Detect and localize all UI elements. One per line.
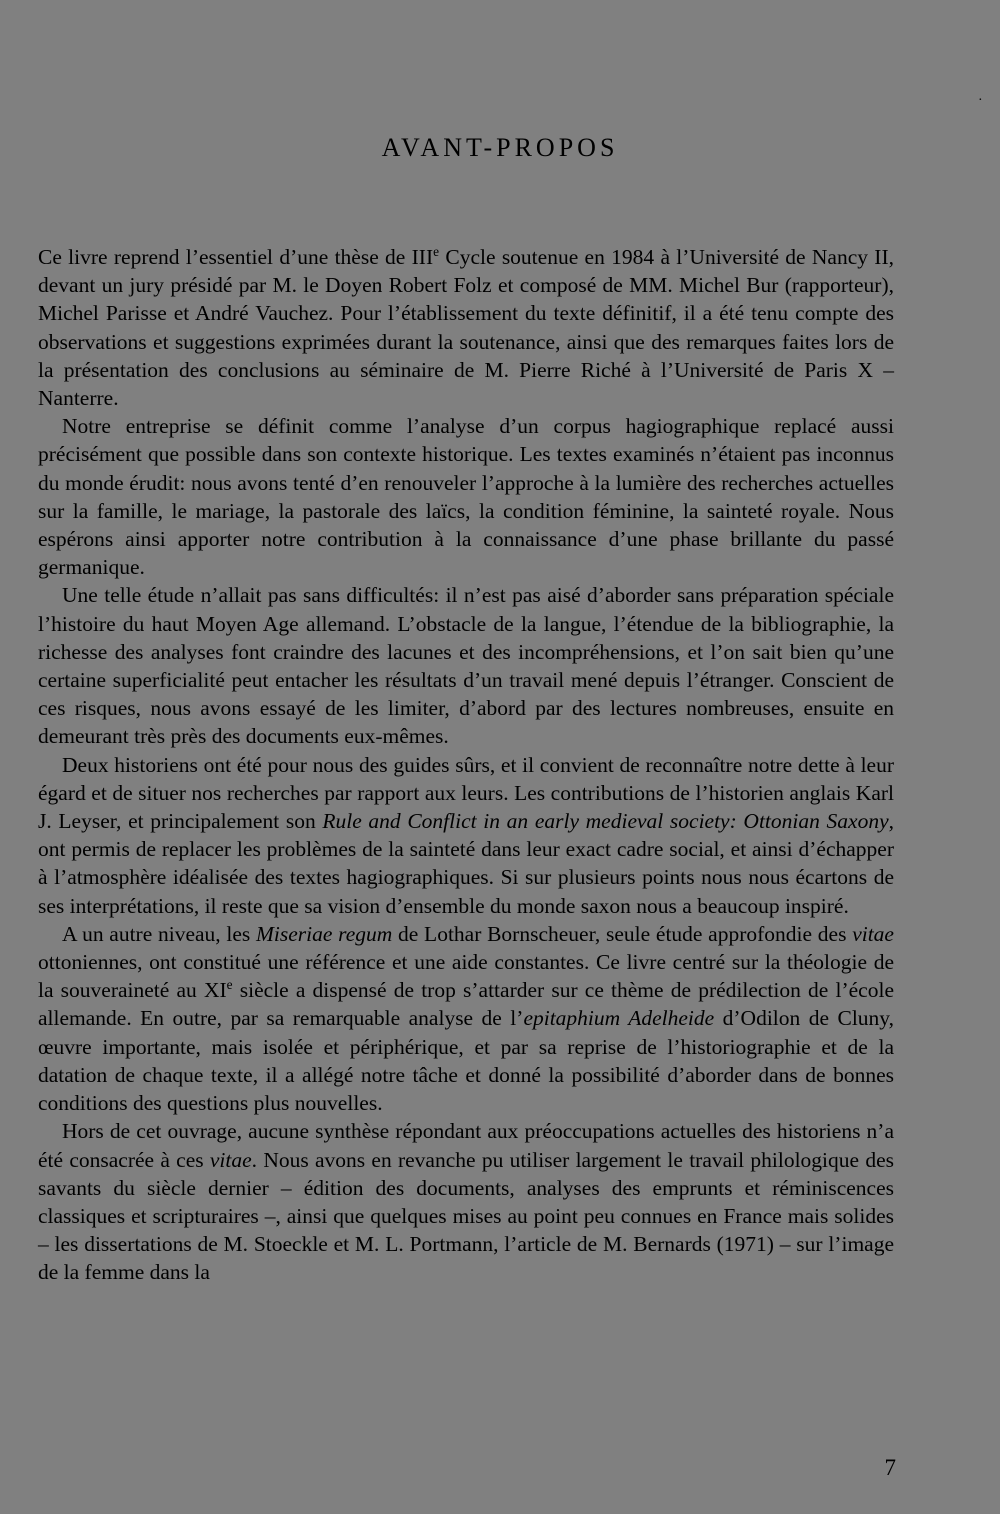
paragraph <box>38 751 894 920</box>
text-run: . Nous avons en revanche pu utiliser largement le travail philologique des savants du siècle dernier – édition des documents, analyses des emprunts et réminiscences classiques et scripturaires –, ainsi que quelques mises au point peu connues en France mais solides – les dissertations de M. Stoeckle et M. L. Portmann, l’article de M. Bernards (1971) – sur l’image de la femme dans la <box>38 1147 894 1285</box>
text-run: , ont permis de replacer les problèmes de la sainteté dans leur exact cadre social, et ainsi d’échapper à l’atmosphère idéalisée des textes hagiographiques. Si sur plusieurs points nous nous écartons de ses interprétations, il reste que sa vision d’ensemble du monde saxon nous a beaucoup inspiré. <box>38 809 894 918</box>
paragraph <box>38 412 894 581</box>
text-run: d’Odilon de Cluny, œuvre importante, mais isolée et périphérique, et par sa reprise de l’historiographie et de la datation de chaque texte, il a allégé notre tâche et donné la possibilité d’aborder dans de bonnes conditions des questions plus nouvelles. <box>38 1006 895 1116</box>
text-run: Une telle étude n’allait pas sans difficultés: il n’est pas aisé d’aborder sans préparation spéciale l’histoire du haut Moyen Age allemand. L’obstacle de la langue, l’étendue de la bibliographie, la richesse des analyses font craindre des lacunes et des incompréhensions, et l’on sait bien qu’une certaine superficialité peut entacher les résultats d’un travail mené depuis l’étranger. Conscient de ces risques, nous avons essayé de les limiter, d’abord par des lectures nombreuses, ensuite en demeurant très près des documents eux-mêmes. <box>38 583 894 749</box>
paragraph <box>38 243 894 412</box>
superscript: e <box>226 977 233 993</box>
page-title: AVANT-PROPOS <box>381 133 619 162</box>
body-text <box>38 243 894 1287</box>
text-run: siècle a dispensé de trop s’attarder sur ce thème de prédilection de l’école allemande. En outre, par sa remarquable analyse de l’ <box>38 978 894 1031</box>
page-number: 7 <box>884 1455 896 1480</box>
text-run: ottoniennes, ont constitué une référence et une aide constantes. Ce livre centré sur la théologie de la souveraineté au XI <box>38 950 894 1003</box>
paragraph <box>38 920 894 1117</box>
italic-text: epitaphium Adelheide <box>523 1006 715 1031</box>
italic-text: Miseriae regum <box>256 921 393 946</box>
italic-text: Rule and Conflict in an early medieval society: Ottonian Saxony <box>322 809 889 834</box>
italic-text: vitae <box>852 921 894 946</box>
superscript: e <box>433 244 440 260</box>
paragraph <box>38 1117 894 1286</box>
text-run: A un autre niveau, les <box>62 921 257 946</box>
italic-text: vitae <box>209 1147 252 1172</box>
paragraph <box>38 581 894 750</box>
text-run: Notre entreprise se définit comme l’analyse d’un corpus hagiographique replacé aussi précisément que possible dans son contexte historique. Les textes examinés n’étaient pas inconnus du monde érudit: nous avons tenté d’en renouveler l’approche à la lumière des recherches actuelles sur la famille, le mariage, la pastorale des laïcs, la condition féminine, la sainteté royale. Nous espérons ainsi apporter notre contribution à la connaissance d’une phase brillante du passé germanique. <box>38 414 894 580</box>
text-run: Ce livre reprend l’essentiel d’une thèse de III <box>38 245 434 269</box>
text-run: de Lothar Bornscheuer, seule étude approfondie des <box>392 921 853 946</box>
text-run: Deux historiens ont été pour nous des guides sûrs, et il convient de reconnaître notre dette à leur égard et de situer nos recherches par rapport aux leurs. Les contributions de l’historien anglais Karl J. Leyser, et principalement son <box>38 752 894 834</box>
text-run: Hors de cet ouvrage, aucune synthèse répondant aux préoccupations actuelles des historiens n’a été consacrée à ces <box>38 1119 894 1172</box>
text-run: Cycle soutenue en 1984 à l’Université de Nancy II, devant un jury présidé par M. le Doyen Robert Folz et composé de MM. Michel Bur (rapporteur), Michel Parisse et André Vauchez. Pour l’établissement du texte définitif, il a été tenu compte des observations et suggestions exprimées durant la soutenance, ainsi que des remarques faites lors de la présentation des conclusions au séminaire de M. Pierre Riché à l’Université de Paris X – Nanterre. <box>38 245 894 411</box>
corner-mark: · <box>978 93 983 108</box>
